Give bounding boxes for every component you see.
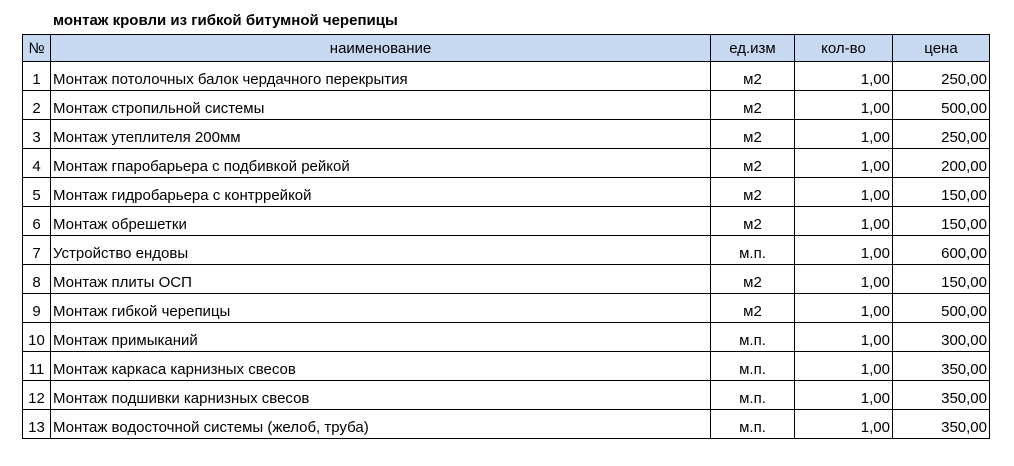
row-price: 350,00 xyxy=(893,352,990,381)
row-quantity: 1,00 xyxy=(795,410,893,439)
row-quantity: 1,00 xyxy=(795,294,893,323)
row-name: Монтаж примыканий xyxy=(51,323,711,352)
row-unit: м.п. xyxy=(711,323,795,352)
table-row xyxy=(23,265,990,294)
row-number: 1 xyxy=(23,62,51,91)
row-name: Монтаж гибкой черепицы xyxy=(51,294,711,323)
row-name: Устройство ендовы xyxy=(51,236,711,265)
row-name: Монтаж подшивки карнизных свесов xyxy=(51,381,711,410)
table-row xyxy=(23,178,990,207)
table-row xyxy=(23,236,990,265)
row-quantity: 1,00 xyxy=(795,323,893,352)
row-name: Монтаж водосточной системы (желоб, труба) xyxy=(51,410,711,439)
row-quantity: 1,00 xyxy=(795,207,893,236)
row-number: 8 xyxy=(23,265,51,294)
row-quantity: 1,00 xyxy=(795,236,893,265)
row-quantity: 1,00 xyxy=(795,352,893,381)
row-price: 500,00 xyxy=(893,91,990,120)
table-row xyxy=(23,62,990,91)
row-name: Монтаж потолочных балок чердачного перекрытия xyxy=(51,62,711,91)
row-price: 600,00 xyxy=(893,236,990,265)
row-unit: м2 xyxy=(711,91,795,120)
table-row xyxy=(23,91,990,120)
header-number: № xyxy=(23,35,51,62)
price-table xyxy=(22,34,990,439)
row-number: 12 xyxy=(23,381,51,410)
row-name: Монтаж плиты ОСП xyxy=(51,265,711,294)
table-row xyxy=(23,294,990,323)
row-price: 250,00 xyxy=(893,62,990,91)
row-number: 9 xyxy=(23,294,51,323)
row-number: 2 xyxy=(23,91,51,120)
row-price: 500,00 xyxy=(893,294,990,323)
row-price: 350,00 xyxy=(893,410,990,439)
row-quantity: 1,00 xyxy=(795,381,893,410)
row-number: 3 xyxy=(23,120,51,149)
row-unit: м2 xyxy=(711,120,795,149)
row-name: Монтаж обрешетки xyxy=(51,207,711,236)
row-number: 4 xyxy=(23,149,51,178)
row-price: 300,00 xyxy=(893,323,990,352)
row-price: 150,00 xyxy=(893,178,990,207)
header-quantity: кол-во xyxy=(795,35,893,62)
row-quantity: 1,00 xyxy=(795,178,893,207)
row-unit: м.п. xyxy=(711,381,795,410)
table-row xyxy=(23,149,990,178)
table-row xyxy=(23,352,990,381)
header-price: цена xyxy=(893,35,990,62)
row-quantity: 1,00 xyxy=(795,265,893,294)
row-price: 350,00 xyxy=(893,381,990,410)
document-title: монтаж кровли из гибкой битумной черепицы xyxy=(53,12,398,29)
table-row xyxy=(23,410,990,439)
row-number: 11 xyxy=(23,352,51,381)
row-unit: м2 xyxy=(711,149,795,178)
row-price: 150,00 xyxy=(893,207,990,236)
row-name: Монтаж каркаса карнизных свесов xyxy=(51,352,711,381)
row-price: 150,00 xyxy=(893,265,990,294)
table-row xyxy=(23,323,990,352)
table-row xyxy=(23,207,990,236)
row-name: Монтаж гидробарьера с контррейкой xyxy=(51,178,711,207)
row-quantity: 1,00 xyxy=(795,120,893,149)
table-header-row xyxy=(23,35,990,62)
header-name: наименование xyxy=(51,35,711,62)
row-unit: м2 xyxy=(711,207,795,236)
row-name: Монтаж гпаробарьера с подбивкой рейкой xyxy=(51,149,711,178)
row-number: 5 xyxy=(23,178,51,207)
table-row xyxy=(23,381,990,410)
row-name: Монтаж стропильной системы xyxy=(51,91,711,120)
row-unit: м.п. xyxy=(711,236,795,265)
row-number: 10 xyxy=(23,323,51,352)
row-quantity: 1,00 xyxy=(795,149,893,178)
header-unit: ед.изм xyxy=(711,35,795,62)
row-number: 6 xyxy=(23,207,51,236)
row-unit: м2 xyxy=(711,62,795,91)
row-name: Монтаж утеплителя 200мм xyxy=(51,120,711,149)
row-unit: м2 xyxy=(711,178,795,207)
row-unit: м.п. xyxy=(711,352,795,381)
table-row xyxy=(23,120,990,149)
row-unit: м2 xyxy=(711,294,795,323)
row-unit: м.п. xyxy=(711,410,795,439)
row-unit: м2 xyxy=(711,265,795,294)
row-number: 13 xyxy=(23,410,51,439)
row-quantity: 1,00 xyxy=(795,91,893,120)
row-price: 250,00 xyxy=(893,120,990,149)
row-quantity: 1,00 xyxy=(795,62,893,91)
table-body xyxy=(23,62,990,439)
row-number: 7 xyxy=(23,236,51,265)
row-price: 200,00 xyxy=(893,149,990,178)
